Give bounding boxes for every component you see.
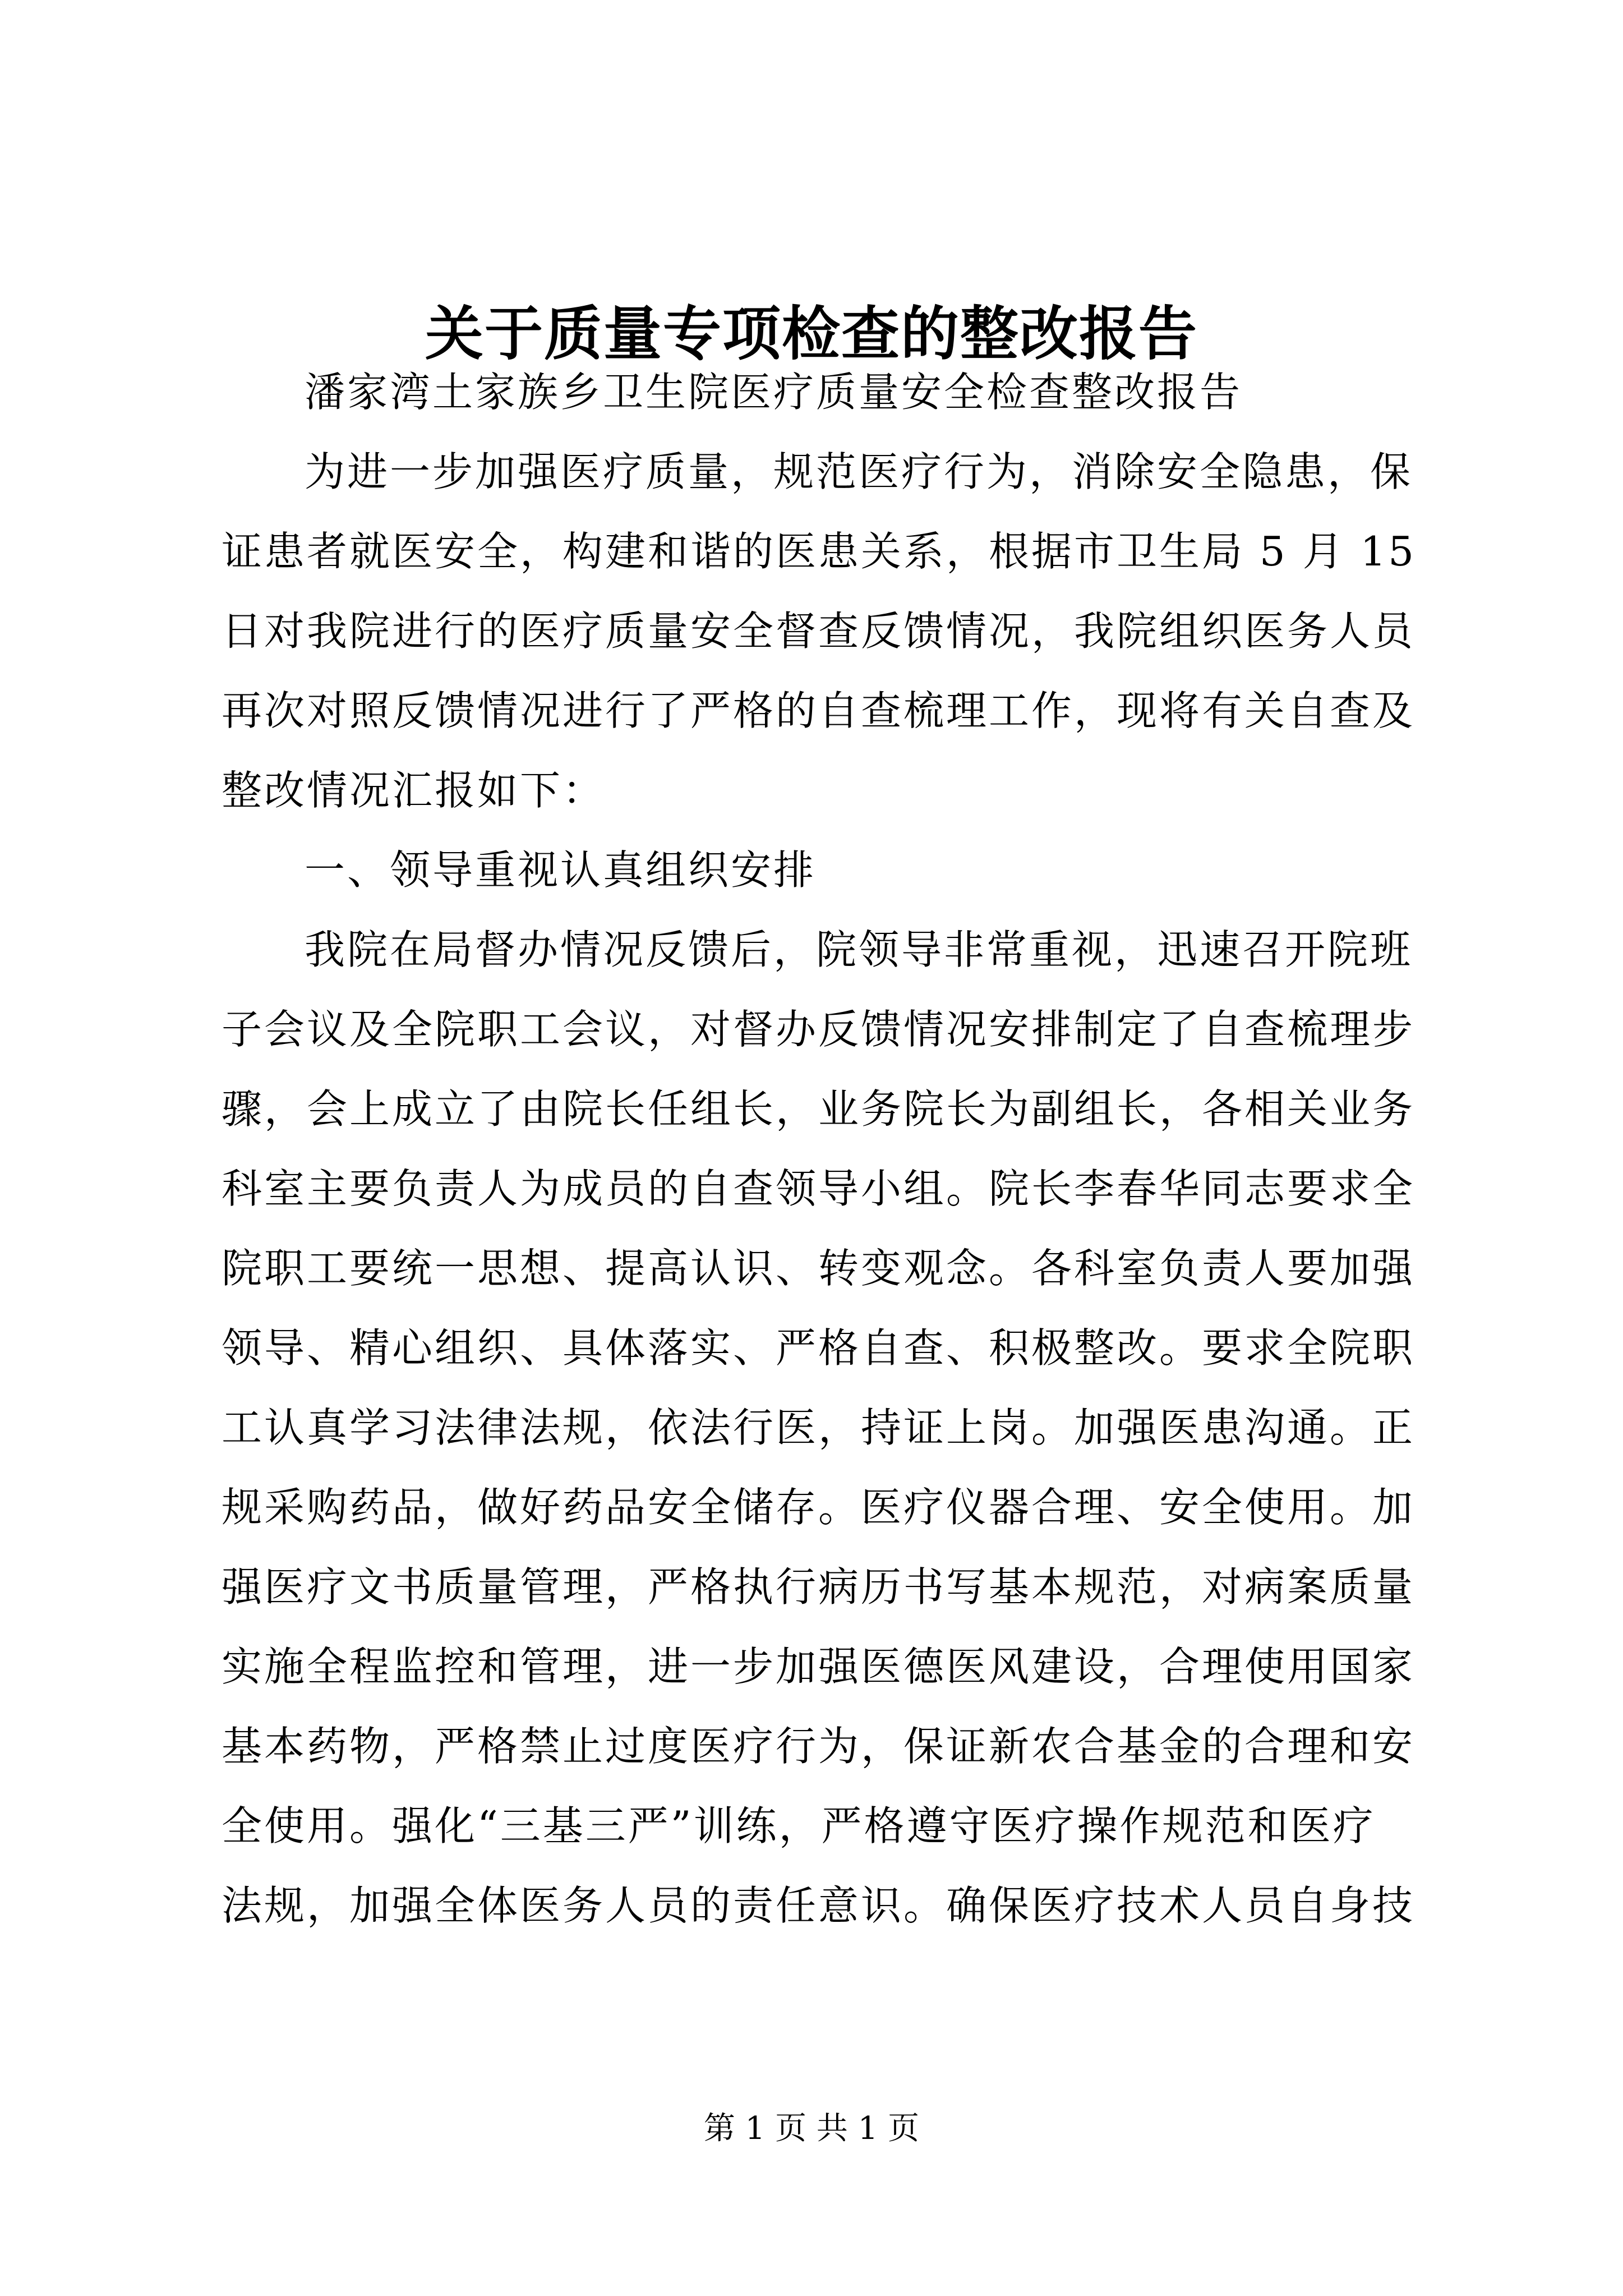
document-body bbox=[222, 352, 1422, 1945]
paragraph-line: 全使用。强化“三基三严”训练，严格遵守医疗操作规范和医疗 bbox=[222, 1802, 1376, 1849]
paragraph-line: 科室主要负责人为成员的自查领导小组。院长李春华同志要求全 bbox=[222, 1165, 1415, 1212]
document-title: 关于质量专项检查的整改报告 bbox=[425, 299, 1198, 368]
paragraph-line: 工认真学习法律法规，依法行医，持证上岗。加强医患沟通。正 bbox=[222, 1404, 1415, 1451]
paragraph-section1 bbox=[222, 910, 1422, 1945]
paragraph-intro bbox=[222, 432, 1422, 830]
paragraph-line: 骤，会上成立了由院长任组长，业务院长为副组长，各相关业务 bbox=[222, 1085, 1415, 1133]
paragraph-line: 法规，加强全体医务人员的责任意识。确保医疗技术人员自身技 bbox=[222, 1882, 1415, 1929]
paragraph-line: 日对我院进行的医疗质量安全督查反馈情况，我院组织医务人员 bbox=[222, 608, 1415, 655]
paragraph-line: 为进一步加强医疗质量，规范医疗行为，消除安全隐患，保 bbox=[305, 448, 1413, 495]
paragraph-line: 强医疗文书质量管理，严格执行病历书写基本规范，对病案质量 bbox=[222, 1563, 1415, 1611]
paragraph-line: 整改情况汇报如下： bbox=[222, 767, 606, 814]
page-footer: 第 1 页 共 1 页 bbox=[703, 2110, 920, 2147]
paragraph-line: 实施全程监控和管理，进一步加强医德医风建设，合理使用国家 bbox=[222, 1643, 1415, 1690]
paragraph-line: 规采购药品，做好药品安全储存。医疗仪器合理、安全使用。加 bbox=[222, 1484, 1415, 1531]
paragraph-line: 我院在局督办情况反馈后，院领导非常重视，迅速召开院班 bbox=[305, 926, 1413, 973]
paragraph-line: 基本药物，严格禁止过度医疗行为，保证新农合基金的合理和安 bbox=[222, 1723, 1415, 1770]
paragraph-line: 证患者就医安全，构建和谐的医患关系，根据市卫生局 5 月 15 bbox=[222, 528, 1417, 575]
paragraph-line: 院职工要统一思想、提高认识、转变观念。各科室负责人要加强 bbox=[222, 1245, 1415, 1292]
section-heading: 一、领导重视认真组织安排 bbox=[305, 846, 817, 894]
paragraph-line: 领导、精心组织、具体落实、严格自查、积极整改。要求全院职 bbox=[222, 1324, 1415, 1372]
paragraph-line: 子会议及全院职工会议，对督办反馈情况安排制定了自查梳理步 bbox=[222, 1006, 1415, 1053]
paragraph-line: 再次对照反馈情况进行了严格的自查梳理工作，现将有关自查及 bbox=[222, 687, 1415, 734]
subtitle-line: 潘家湾土家族乡卫生院医疗质量安全检查整改报告 bbox=[305, 369, 1243, 416]
